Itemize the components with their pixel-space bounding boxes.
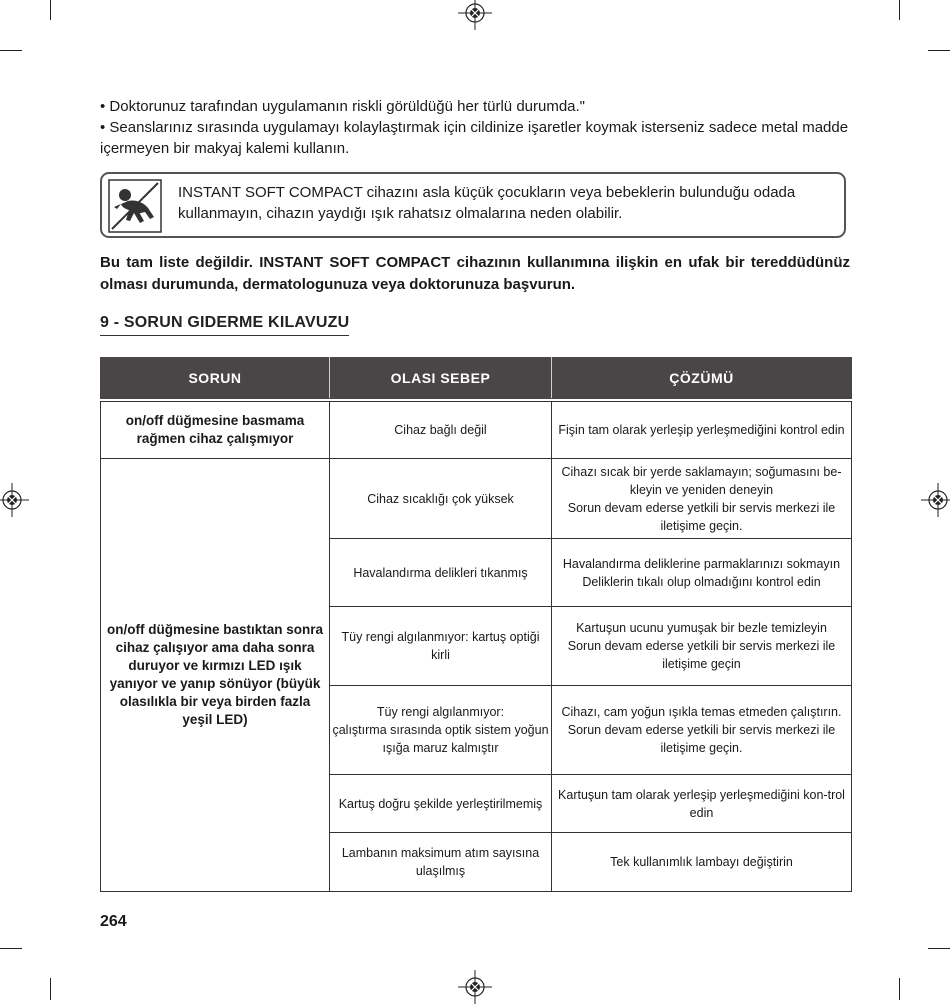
solution-line: Cihazı, cam yoğun ışıkla temas etmeden çalıştırın.: [561, 705, 842, 719]
crop-mark: [50, 0, 51, 20]
crop-mark: [928, 50, 950, 51]
registration-mark-icon: [458, 0, 492, 30]
consult-note: Bu tam liste değildir. INSTANT SOFT COMPACT cihazının kullanımına ilişkin en ufak bir tereddüdünüz olması durumunda, dermatologunuza veya doktorunuza başvurun.: [100, 254, 850, 293]
crop-mark: [899, 0, 900, 20]
solution-cell: [552, 833, 852, 892]
section-title: 9 - SORUN GIDERME KILAVUZU: [100, 314, 349, 336]
registration-mark-icon: [458, 970, 492, 1004]
intro-bullet: • Seanslarınız sırasında uygulamayı kolaylaştırmak için cildinize işaretler koymak isterseniz sadece metal madde içermeyen bir makyaj kalemi kullanın.: [100, 119, 849, 157]
solution-cell: [552, 775, 852, 833]
intro-text: [100, 96, 852, 159]
solution-line: Sorun devam ederse yetkili bir servis merkezi ile iletişime geçin.: [567, 500, 836, 533]
intro-bullet: • Doktorunuz tarafından uygulamanın riskli görüldüğü her türlü durumda.": [100, 98, 586, 115]
cause-line: çalıştırma sırasında optik sistem yoğun ışığa maruz kalmıştır: [332, 723, 549, 755]
solution-cell: [552, 607, 852, 686]
header-solution: ÇÖZÜMÜ: [552, 358, 852, 399]
no-baby-icon: [108, 179, 162, 233]
header-cause: OLASI SEBEP: [330, 358, 552, 399]
solution-line: Sorun devam ederse yetkili bir servis merkezi ile iletişime geçin.: [567, 723, 836, 755]
solution-line: Kartuşun ucunu yumuşak bir bezle temizleyin: [576, 621, 827, 635]
crop-mark: [928, 948, 950, 949]
solution-cell: [552, 539, 852, 607]
solution-line: Cihazı sıcak bir yerde saklamayın; soğumasını be-kleyin ve yeniden deneyin: [561, 464, 842, 497]
cause-cell: [330, 686, 552, 775]
problem-cell: on/off düğmesine bastıktan sonra cihaz çalışıyor ama daha sonra duruyor ve kırmızı LED ışık yanıyor ve yanıp sönüyor (büyük olasılıkla bir veya birden fazla yeşil LED): [101, 459, 330, 892]
crop-mark: [0, 50, 22, 51]
warning-box: [100, 172, 846, 238]
page-number: 264: [100, 913, 127, 930]
cause-cell: Havalandırma delikleri tıkanmış: [330, 539, 552, 607]
problem-cell: on/off düğmesine basmama rağmen cihaz çalışmıyor: [101, 402, 330, 459]
cause-cell: Cihaz bağlı değil: [330, 402, 552, 459]
table-header-row: [101, 358, 852, 399]
cause-line: Tüy rengi algılanmıyor:: [376, 705, 505, 719]
warning-text: INSTANT SOFT COMPACT cihazını asla küçük çocukların veya bebeklerin bulunduğu odada kullanmayın, cihazın yaydığı ışık rahatsız olmalarına neden olabilir.: [178, 184, 796, 222]
crop-mark: [0, 948, 22, 949]
registration-mark-icon: [921, 483, 950, 517]
cause-cell: Cihaz sıcaklığı çok yüksek: [330, 459, 552, 539]
crop-mark: [50, 978, 51, 1000]
cause-cell: Lambanın maksimum atım sayısına ulaşılmış: [330, 833, 552, 892]
solution-line: Tek kullanımlık lambayı değiştirin: [610, 855, 793, 869]
cause-cell: Kartuş doğru şekilde yerleştirilmemiş: [330, 775, 552, 833]
troubleshooting-table: [100, 357, 852, 892]
solution-cell: [552, 459, 852, 539]
solution-line: Havalandırma deliklerine parmaklarınızı sokmayın: [562, 556, 841, 571]
crop-mark: [899, 978, 900, 1000]
solution-line: Deliklerin tıkalı olup olmadığını kontrol edin: [582, 574, 821, 589]
solution-line: Sorun devam ederse yetkili bir servis merkezi ile iletişime geçin: [567, 639, 836, 671]
header-problem: SORUN: [101, 358, 330, 399]
cause-cell: Tüy rengi algılanmıyor: kartuş optiği kirli: [330, 607, 552, 686]
solution-cell: [552, 686, 852, 775]
solution-line: Kartuşun tam olarak yerleşip yerleşmediğini kon-trol edin: [558, 787, 845, 820]
registration-mark-icon: [0, 483, 29, 517]
table-row: [101, 459, 852, 539]
solution-cell: Fişin tam olarak yerleşip yerleşmediğini kontrol edin: [552, 402, 852, 459]
table-row: [101, 402, 852, 459]
